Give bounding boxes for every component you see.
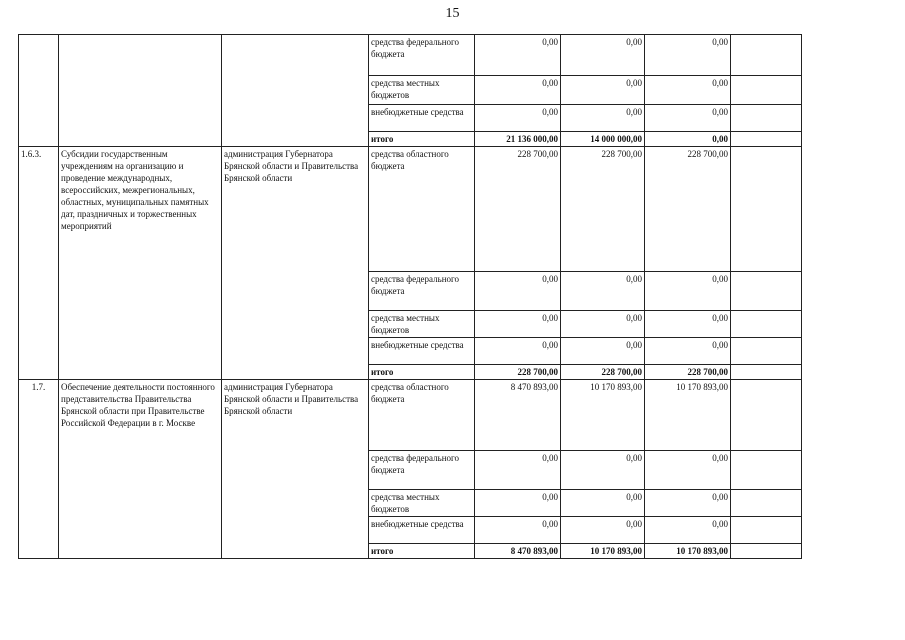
value-cell: 0,00 bbox=[645, 132, 731, 147]
source-cell: внебюджетные средства bbox=[369, 517, 475, 544]
executor-cell: администрация Губернатора Брянской области и Правительства Брянской области bbox=[222, 147, 369, 380]
value-cell: 0,00 bbox=[561, 272, 645, 311]
value-cell: 0,00 bbox=[645, 35, 731, 76]
empty-cell bbox=[731, 147, 802, 272]
value-cell: 0,00 bbox=[475, 338, 561, 365]
name-cell: Обеспечение деятельности постоянного представительства Правительства Брянской области при Правительстве Российской Федерации в г. Москве bbox=[59, 380, 222, 559]
source-cell: средства федерального бюджета bbox=[369, 35, 475, 76]
source-cell: внебюджетные средства bbox=[369, 338, 475, 365]
value-cell: 0,00 bbox=[561, 451, 645, 490]
value-cell: 0,00 bbox=[561, 338, 645, 365]
value-cell: 0,00 bbox=[475, 76, 561, 105]
value-cell: 10 170 893,00 bbox=[561, 380, 645, 451]
value-cell: 228 700,00 bbox=[561, 365, 645, 380]
source-cell: внебюджетные средства bbox=[369, 105, 475, 132]
source-cell: средства местных бюджетов bbox=[369, 76, 475, 105]
value-cell: 0,00 bbox=[561, 35, 645, 76]
empty-cell bbox=[731, 451, 802, 490]
value-cell: 0,00 bbox=[645, 311, 731, 338]
value-cell: 0,00 bbox=[561, 105, 645, 132]
value-cell: 0,00 bbox=[645, 272, 731, 311]
empty-cell bbox=[731, 105, 802, 132]
empty-cell bbox=[731, 76, 802, 105]
value-cell: 228 700,00 bbox=[645, 365, 731, 380]
value-cell: 0,00 bbox=[475, 35, 561, 76]
value-cell: 0,00 bbox=[645, 105, 731, 132]
value-cell: 21 136 000,00 bbox=[475, 132, 561, 147]
empty-cell bbox=[731, 35, 802, 76]
source-cell: средства областного бюджета bbox=[369, 147, 475, 272]
source-cell: средства областного бюджета bbox=[369, 380, 475, 451]
code-cell: 1.6.3. bbox=[19, 147, 59, 380]
value-cell: 0,00 bbox=[475, 490, 561, 517]
value-cell: 228 700,00 bbox=[561, 147, 645, 272]
code-cell: 1.7. bbox=[19, 380, 59, 559]
name-cell: Субсидии государственным учреждениям на организацию и проведение международных, всероссийских, межрегиональных, областных, муниципальных памятных дат, праздничных и торжественных мероприятий bbox=[59, 147, 222, 380]
executor-cell bbox=[222, 35, 369, 147]
empty-cell bbox=[731, 517, 802, 544]
value-cell: 228 700,00 bbox=[475, 365, 561, 380]
value-cell: 0,00 bbox=[475, 311, 561, 338]
empty-cell bbox=[731, 380, 802, 451]
source-cell: итого bbox=[369, 132, 475, 147]
table-row bbox=[19, 35, 802, 76]
value-cell: 0,00 bbox=[645, 451, 731, 490]
value-cell: 8 470 893,00 bbox=[475, 544, 561, 559]
value-cell: 0,00 bbox=[645, 76, 731, 105]
page-number: 15 bbox=[445, 6, 460, 21]
source-cell: итого bbox=[369, 544, 475, 559]
value-cell: 8 470 893,00 bbox=[475, 380, 561, 451]
value-cell: 0,00 bbox=[561, 490, 645, 517]
value-cell: 0,00 bbox=[645, 517, 731, 544]
value-cell: 14 000 000,00 bbox=[561, 132, 645, 147]
empty-cell bbox=[731, 365, 802, 380]
empty-cell bbox=[731, 311, 802, 338]
source-cell: средства местных бюджетов bbox=[369, 490, 475, 517]
code-cell bbox=[19, 35, 59, 147]
source-cell: итого bbox=[369, 365, 475, 380]
empty-cell bbox=[731, 338, 802, 365]
value-cell: 0,00 bbox=[561, 76, 645, 105]
value-cell: 0,00 bbox=[645, 338, 731, 365]
empty-cell bbox=[731, 132, 802, 147]
empty-cell bbox=[731, 490, 802, 517]
name-cell bbox=[59, 35, 222, 147]
executor-cell: администрация Губернатора Брянской области и Правительства Брянской области bbox=[222, 380, 369, 559]
value-cell: 0,00 bbox=[561, 517, 645, 544]
empty-cell bbox=[731, 544, 802, 559]
value-cell: 0,00 bbox=[475, 451, 561, 490]
value-cell: 0,00 bbox=[475, 272, 561, 311]
value-cell: 228 700,00 bbox=[645, 147, 731, 272]
value-cell: 0,00 bbox=[475, 105, 561, 132]
funding-table bbox=[18, 34, 802, 559]
value-cell: 10 170 893,00 bbox=[645, 380, 731, 451]
value-cell: 0,00 bbox=[645, 490, 731, 517]
empty-cell bbox=[731, 272, 802, 311]
value-cell: 228 700,00 bbox=[475, 147, 561, 272]
value-cell: 10 170 893,00 bbox=[561, 544, 645, 559]
source-cell: средства местных бюджетов bbox=[369, 311, 475, 338]
table-row bbox=[19, 380, 802, 451]
source-cell: средства федерального бюджета bbox=[369, 272, 475, 311]
value-cell: 10 170 893,00 bbox=[645, 544, 731, 559]
source-cell: средства федерального бюджета bbox=[369, 451, 475, 490]
value-cell: 0,00 bbox=[475, 517, 561, 544]
table-row bbox=[19, 147, 802, 272]
value-cell: 0,00 bbox=[561, 311, 645, 338]
